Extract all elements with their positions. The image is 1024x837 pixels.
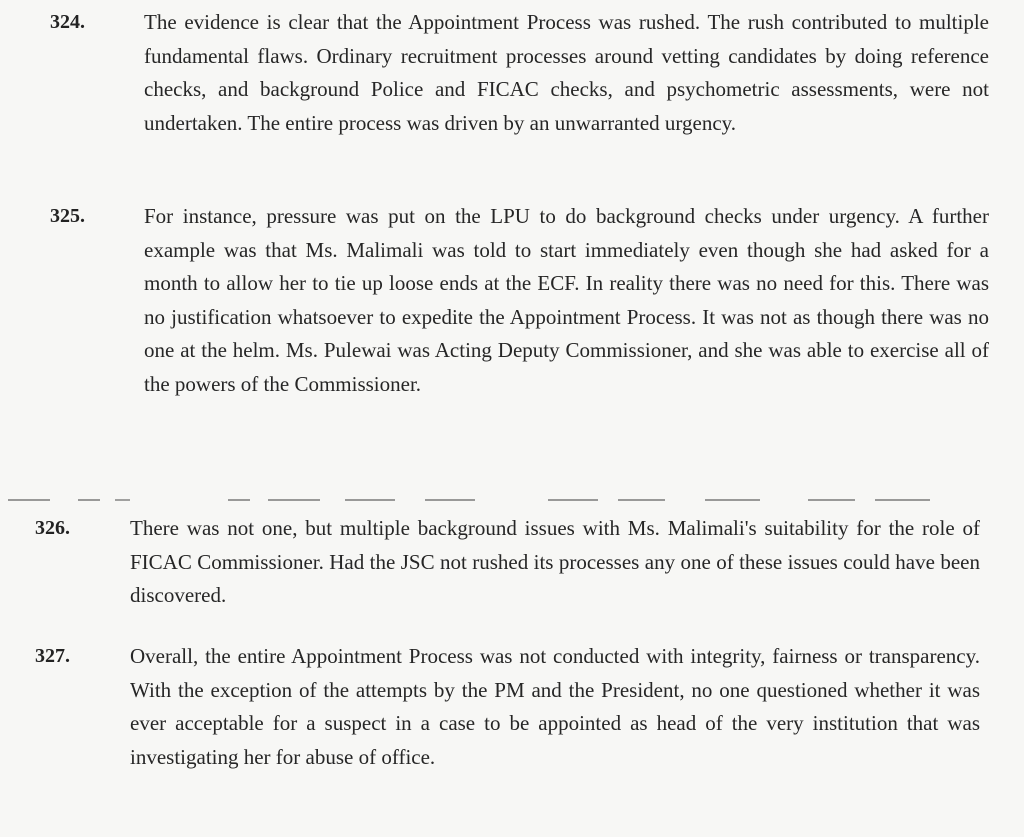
paragraph-number: 327.: [35, 645, 70, 667]
paragraph-326: [35, 512, 980, 613]
paragraph-text: There was not one, but multiple background issues with Ms. Malimali's suitability for the role of FICAC Commissioner. Had the JSC not rushed its processes any one of these issues could have been discovered.: [130, 516, 980, 607]
paragraph-text: For instance, pressure was put on the LPU to do background checks under urgency. A further example was that Ms. Malimali was told to start immediately even though she had asked for a month to allow her to tie up loose ends at the ECF. In reality there was no need for this. There was no justification whatsoever to expedite the Appointment Process. It was not as though there was no one at the helm. Ms. Pulewai was Acting Deputy Commissioner, and she was able to exercise all of the powers of the Commissioner.: [144, 204, 989, 396]
paragraph-327: [35, 640, 980, 774]
page-break-divider: [0, 497, 1024, 503]
paragraph-text: The evidence is clear that the Appointment Process was rushed. The rush contributed to multiple fundamental flaws. Ordinary recruitment processes around vetting candidates by doing reference checks, and background Police and FICAC checks, and psychometric assessments, were not undertaken. The entire process was driven by an unwarranted urgency.: [144, 10, 989, 135]
paragraph-number: 325.: [50, 205, 85, 227]
paragraph-number: 324.: [50, 11, 85, 33]
paragraph-number: 326.: [35, 517, 70, 539]
paragraph-324: [50, 6, 989, 140]
paragraph-325: [50, 200, 989, 401]
paragraph-text: Overall, the entire Appointment Process was not conducted with integrity, fairness or transparency. With the exception of the attempts by the PM and the President, no one questioned whether it was ever acceptable for a suspect in a case to be appointed as head of the very institution that was investigating her for abuse of office.: [130, 644, 980, 769]
